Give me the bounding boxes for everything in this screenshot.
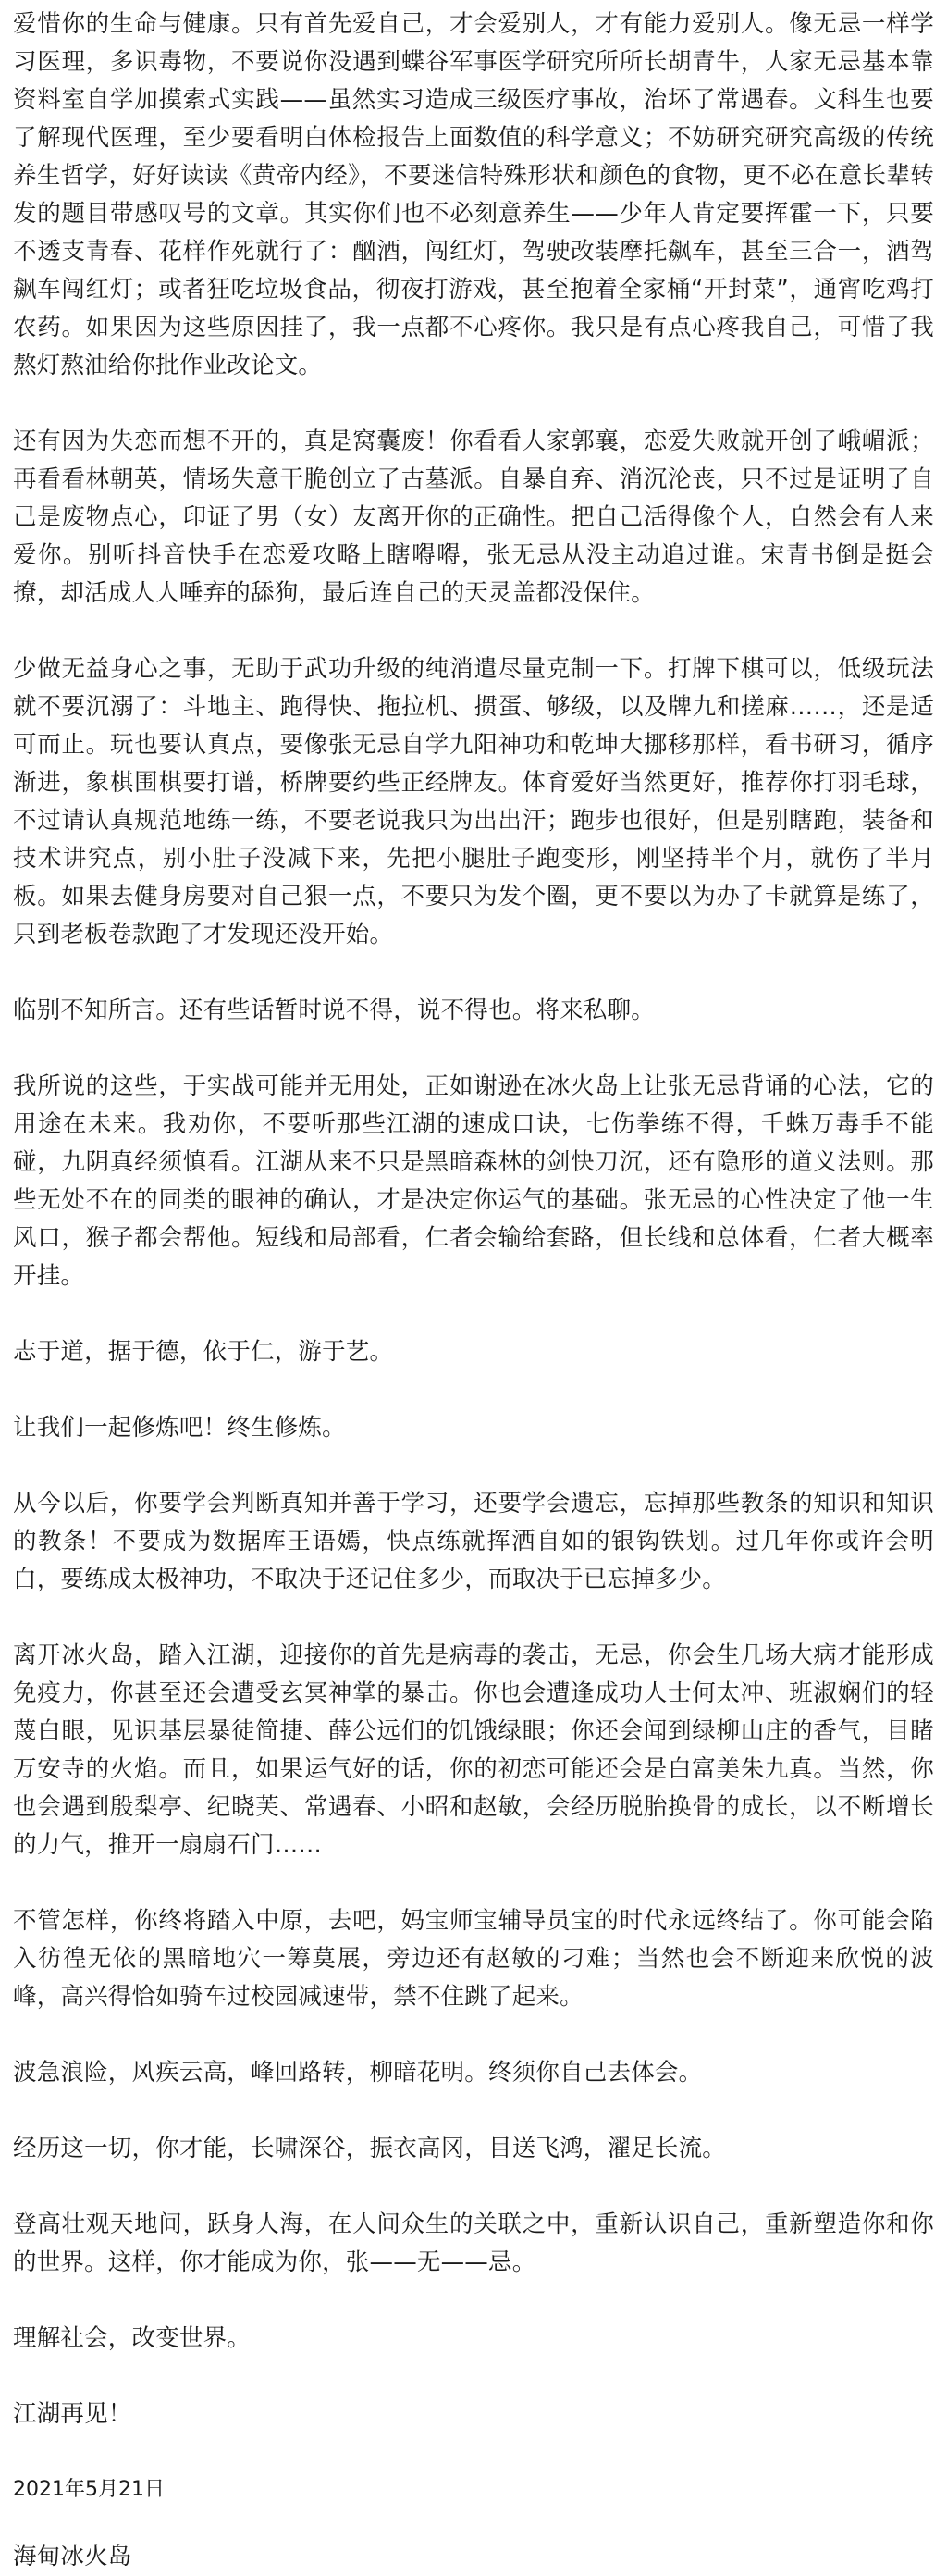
article-date: 2021年5月21日	[13, 2478, 165, 2501]
article-body	[13, 6, 934, 2576]
paragraph-farewell: 临别不知所言。还有些话暂时说不得，说不得也。将来私聊。	[13, 997, 655, 1024]
paragraph-cultivate: 让我们一起修炼吧！终生修炼。	[13, 1414, 346, 1442]
paragraph-rebuild: 登高壮观天地间，跃身人海，在人间众生的关联之中，重新认识自己，重新塑造你和你的世界。这样，你才能成为你，张——无——忌。	[13, 2211, 934, 2276]
paragraph-experience: 经历这一切，你才能，长啸深谷，振衣高冈，目送飞鸿，濯足长流。	[13, 2135, 727, 2162]
paragraph-pastimes: 少做无益身心之事，无助于武功升级的纯消遣尽量克制一下。打牌下棋可以，低级玩法就不要沉溺了：斗地主、跑得快、拖拉机、掼蛋、够级，以及牌九和搓麻……，还是适可而止。玩也要认真点，要像张无忌自学九阳神功和乾坤大挪移那样，看书研习，循序渐进，象棋围棋要打谱，桥牌要约些正经牌友。体育爱好当然更好，推荐你打羽毛球，不过请认真规范地练一练，不要老说我只为出出汗；跑步也很好，但是别瞎跑，装备和技术讲究点，别小肚子没减下来，先把小腿肚子跑变形，刚坚持半个月，就伤了半月板。如果去健身房要对自己狠一点，不要只为发个圈，更不要以为办了卡就算是练了，只到老板卷款跑了才发现还没开始。	[13, 655, 934, 948]
paragraph-motto: 志于道，据于德，依于仁，游于艺。	[13, 1338, 394, 1366]
paragraph-health: 爱惜你的生命与健康。只有首先爱自己，才会爱别人，才有能力爱别人。像无忌一样学习医理，多识毒物，不要说你没遇到蝶谷军事医学研究所所长胡青牛，人家无忌基本靠资料室自学加摸索式实践——虽然实习造成三级医疗事故，治坏了常遇春。文科生也要了解现代医理，至少要看明白体检报告上面数值的科学意义；不妨研究研究高级的传统养生哲学，好好读读《黄帝内经》，不要迷信特殊形状和颜色的食物，更不必在意长辈转发的题目带感叹号的文章。其实你们也不必刻意养生——少年人肯定要挥霍一下，只要不透支青春、花样作死就行了：酗酒，闯红灯，驾驶改装摩托飙车，甚至三合一，酒驾飙车闯红灯；或者狂吃垃圾食品，彻夜打游戏，甚至抱着全家桶“开封菜”，通宵吃鸡打农药。如果因为这些原因挂了，我一点都不心疼你。我只是有点心疼我自己，可惜了我熬灯熬油给你批作业改论文。	[13, 10, 934, 379]
paragraph-understand-society: 理解社会，改变世界。	[13, 2324, 252, 2352]
paragraph-heartbreak: 还有因为失恋而想不开的，真是窝囊废！你看看人家郭襄，恋爱失败就开创了峨嵋派；再看看林朝英，情场失意干脆创立了古墓派。自暴自弃、消沉沦丧，只不过是证明了自己是废物点心，印证了男（女）友离开你的正确性。把自己活得像个人，自然会有人来爱你。别听抖音快手在恋爱攻略上瞎嘚嘚，张无忌从没主动追过谁。宋青书倒是挺会撩，却活成人人唾弃的舔狗，最后连自己的天灵盖都没保住。	[13, 427, 934, 607]
paragraph-mind-method: 我所说的这些，于实战可能并无用处，正如谢逊在冰火岛上让张无忌背诵的心法，它的用途在未来。我劝你，不要听那些江湖的速成口诀，七伤拳练不得，千蛛万毒手不能碰，九阴真经须慎看。江湖从来不只是黑暗森林的剑快刀沉，还有隐形的道义法则。那些无处不在的同类的眼神的确认，才是决定你运气的基础。张无忌的心性决定了他一生风口，猴子都会帮他。短线和局部看，仁者会输给套路，但长线和总体看，仁者大概率开挂。	[13, 1072, 934, 1290]
article-signature: 海甸冰火岛	[13, 2543, 132, 2570]
paragraph-learning: 从今以后，你要学会判断真知并善于学习，还要学会遗忘，忘掉那些教条的知识和知识的教条！不要成为数据库王语嫣，快点练就挥洒自如的银钩铁划。过几年你或许会明白，要练成太极神功，不取决于还记住多少，而取决于已忘掉多少。	[13, 1490, 934, 1593]
paragraph-central-plains: 不管怎样，你终将踏入中原，去吧，妈宝师宝辅导员宝的时代永远终结了。你可能会陷入彷徨无依的黑暗地穴一筹莫展，旁边还有赵敏的刁难；当然也会不断迎来欣悦的波峰，高兴得恰如骑车过校园减速带，禁不住跳了起来。	[13, 1907, 934, 2011]
paragraph-waves: 波急浪险，风疾云高，峰回路转，柳暗花明。终须你自己去体会。	[13, 2059, 703, 2087]
paragraph-leaving-island: 离开冰火岛，踏入江湖，迎接你的首先是病毒的袭击，无忌，你会生几场大病才能形成免疫力，你甚至还会遭受玄冥神掌的暴击。你也会遭逢成功人士何太冲、班淑娴们的轻蔑白眼，见识基层暴徒简捷、薛公远们的饥饿绿眼；你还会闻到绿柳山庄的香气，目睹万安寺的火焰。而且，如果运气好的话，你的初恋可能还会是白富美朱九真。当然，你也会遇到殷梨亭、纪晓芙、常遇春、小昭和赵敏，会经历脱胎换骨的成长，以不断增长的力气，推开一扇扇石门……	[13, 1641, 934, 1859]
paragraph-goodbye: 江湖再见！	[13, 2400, 132, 2428]
